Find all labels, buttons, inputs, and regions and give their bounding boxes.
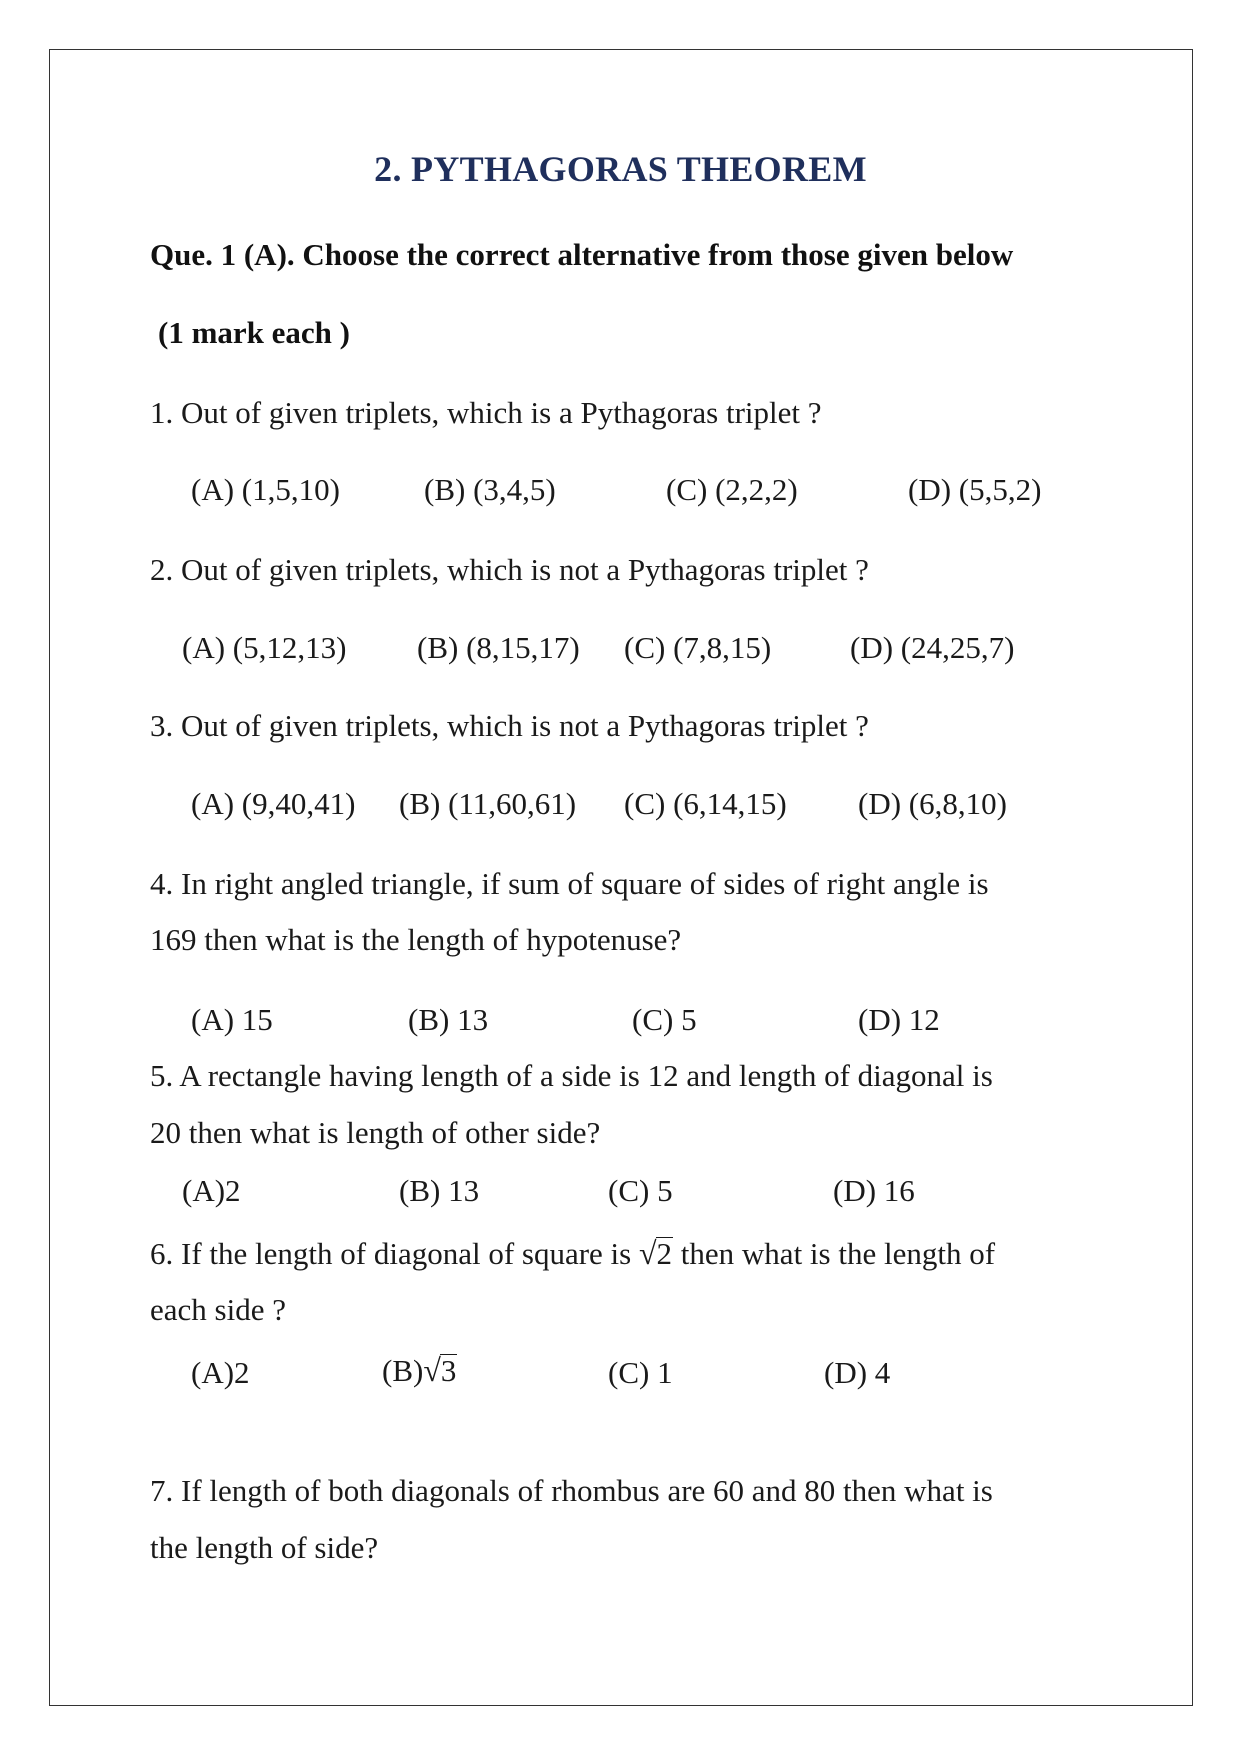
q2-option-c: (C) (7,8,15) (624, 630, 772, 665)
question-5-line-2: 20 then what is length of other side? (150, 1115, 601, 1150)
question-4 (150, 866, 989, 902)
q6-option-b (382, 1352, 457, 1389)
square-root-2: √2 (638, 1235, 673, 1271)
q4-option-c: (C) 5 (632, 1002, 697, 1037)
section-heading: Que. 1 (A). Choose the correct alternative from those given below (150, 237, 1014, 272)
question-number: 5. (150, 1058, 174, 1093)
marks-note: (1 mark each ) (158, 315, 350, 350)
q5-option-b: (B) 13 (399, 1173, 480, 1208)
question-number: 3. (150, 708, 174, 743)
question-4-line-2: 169 then what is the length of hypotenuse? (150, 922, 682, 957)
q2-option-b: (B) (8,15,17) (417, 630, 580, 665)
question-3 (150, 708, 869, 744)
q1-option-a: (A) (1,5,10) (191, 472, 340, 507)
q3-option-c: (C) (6,14,15) (624, 786, 787, 821)
q3-option-b: (B) (11,60,61) (399, 786, 577, 821)
q3-option-d: (D) (6,8,10) (858, 786, 1007, 821)
q2-option-a: (A) (5,12,13) (182, 630, 347, 665)
question-6 (150, 1235, 995, 1272)
square-root-3: √3 (423, 1352, 457, 1388)
question-text: Out of given triplets, which is a Pythagoras triplet ? (181, 395, 822, 430)
question-text: Out of given triplets, which is not a Pythagoras triplet ? (181, 708, 869, 743)
radicand: 3 (440, 1353, 457, 1388)
question-1 (150, 395, 822, 431)
q5-option-d: (D) 16 (833, 1173, 915, 1208)
q3-option-a: (A) (9,40,41) (191, 786, 356, 821)
question-7-line-2: the length of side? (150, 1530, 379, 1565)
question-number: 2. (150, 552, 174, 587)
question-number: 6. (150, 1236, 174, 1271)
question-number: 4. (150, 866, 174, 901)
question-7 (150, 1473, 993, 1509)
question-2 (150, 552, 869, 588)
question-number: 7. (150, 1473, 174, 1508)
q5-option-c: (C) 5 (608, 1173, 673, 1208)
question-number: 1. (150, 395, 174, 430)
q6-option-a: (A)2 (191, 1355, 250, 1390)
option-label: (B) (382, 1353, 424, 1388)
question-text: A rectangle having length of a side is 12 and length of diagonal is (179, 1058, 993, 1093)
question-text: If length of both diagonals of rhombus are 60 and 80 then what is (181, 1473, 993, 1508)
question-text: Out of given triplets, which is not a Pythagoras triplet ? (181, 552, 869, 587)
question-text-end: then what is the length of (673, 1236, 996, 1271)
q4-option-b: (B) 13 (408, 1002, 489, 1037)
q1-option-b: (B) (3,4,5) (424, 472, 556, 507)
q4-option-a: (A) 15 (191, 1002, 273, 1037)
question-5 (150, 1058, 993, 1094)
q6-option-c: (C) 1 (608, 1355, 673, 1390)
question-text: In right angled triangle, if sum of square of sides of right angle is (181, 866, 989, 901)
radicand: 2 (656, 1236, 673, 1271)
q2-option-d: (D) (24,25,7) (850, 630, 1015, 665)
q5-option-a: (A)2 (182, 1173, 241, 1208)
question-text-start: If the length of diagonal of square is (181, 1236, 639, 1271)
question-6-line-2: each side ? (150, 1292, 286, 1327)
q1-option-d: (D) (5,5,2) (908, 472, 1042, 507)
q1-option-c: (C) (2,2,2) (666, 472, 798, 507)
q4-option-d: (D) 12 (858, 1002, 940, 1037)
q6-option-d: (D) 4 (824, 1355, 891, 1390)
page-title: 2. PYTHAGORAS THEOREM (374, 149, 867, 189)
